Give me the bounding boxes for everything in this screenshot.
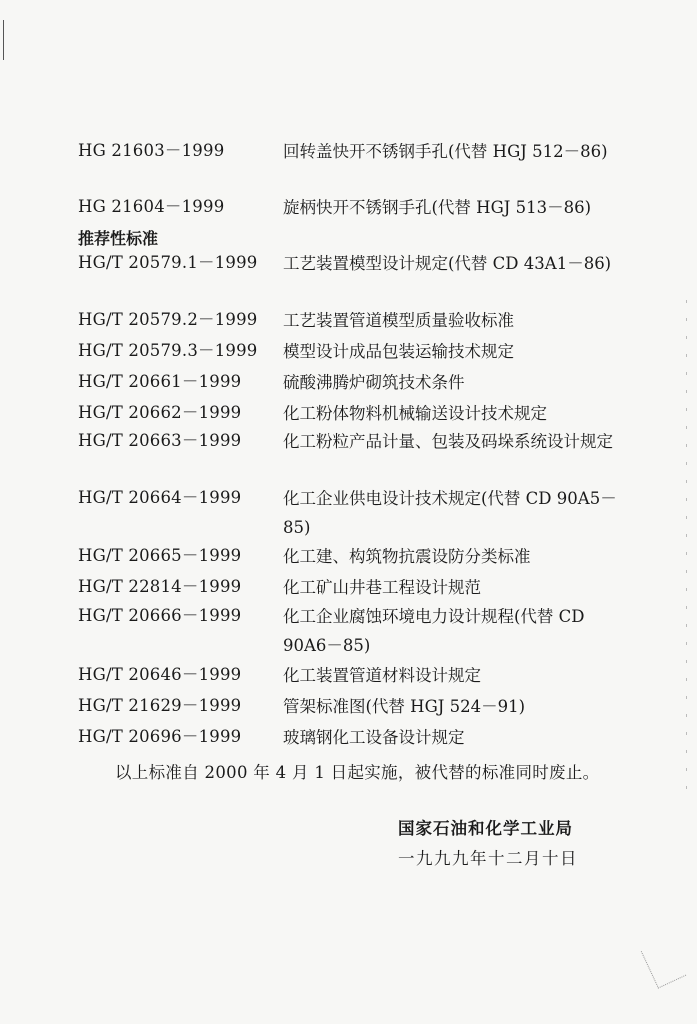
standard-code: HG/T 20665－1999: [78, 546, 242, 565]
effective-date-note: 以上标准自 2000 年 4 月 1 日起实施，被代替的标准同时废止。: [115, 763, 600, 782]
standard-title: 模型设计成品包装运输技术规定: [283, 342, 514, 361]
scan-edge-dots: [686, 300, 687, 800]
standard-title: 化工装置管道材料设计规定: [283, 666, 481, 685]
standard-title: 化工粉体物料机械输送设计技术规定: [283, 404, 547, 423]
scan-corner-mark: [641, 938, 686, 988]
standard-code: HG 21604－1999: [78, 197, 225, 216]
standard-code: HG/T 20579.3－1999: [78, 341, 258, 360]
standard-code: HG/T 20661－1999: [78, 372, 242, 391]
standard-code: HG/T 20662－1999: [78, 403, 242, 422]
scan-edge-mark: [3, 20, 4, 60]
standard-title: 工艺装置管道模型质量验收标准: [283, 311, 514, 330]
standard-title: 化工企业腐蚀环境电力设计规程(代替 CD 90A6－85): [283, 607, 585, 655]
standard-code: HG/T 20664－1999: [78, 488, 242, 507]
standard-title: 化工企业供电设计技术规定(代替 CD 90A5－85): [283, 489, 617, 537]
standard-code: HG/T 20579.2－1999: [78, 310, 258, 329]
standard-code: HG/T 20666－1999: [78, 606, 242, 625]
standard-title: 旋柄快开不锈钢手孔(代替 HGJ 513－86): [283, 198, 592, 217]
standard-title: 化工粉粒产品计量、包装及码垛系统设计规定: [283, 432, 613, 451]
standard-code: HG 21603－1999: [78, 141, 225, 160]
standard-title: 管架标准图(代替 HGJ 524－91): [283, 697, 526, 716]
issuing-authority: 国家石油和化学工业局: [398, 819, 573, 838]
issue-date: 一九九九年十二月十日: [398, 849, 578, 868]
standard-code: HG/T 20663－1999: [78, 431, 242, 450]
standard-title: 化工矿山井巷工程设计规范: [283, 578, 481, 597]
section-heading: 推荐性标准: [78, 229, 159, 248]
standard-code: HG/T 20696－1999: [78, 727, 242, 746]
standard-code: HG/T 20579.1－1999: [78, 253, 258, 272]
standard-title: 化工建、构筑物抗震设防分类标准: [283, 547, 531, 566]
standard-title: 回转盖快开不锈钢手孔(代替 HGJ 512－86): [283, 142, 608, 161]
standard-title: 硫酸沸腾炉砌筑技术条件: [283, 373, 465, 392]
standard-code: HG/T 20646－1999: [78, 665, 242, 684]
standard-code: HG/T 21629－1999: [78, 696, 242, 715]
standard-title: 工艺装置模型设计规定(代替 CD 43A1－86): [283, 254, 612, 273]
standard-code: HG/T 22814－1999: [78, 577, 242, 596]
standard-title: 玻璃钢化工设备设计规定: [283, 728, 465, 747]
